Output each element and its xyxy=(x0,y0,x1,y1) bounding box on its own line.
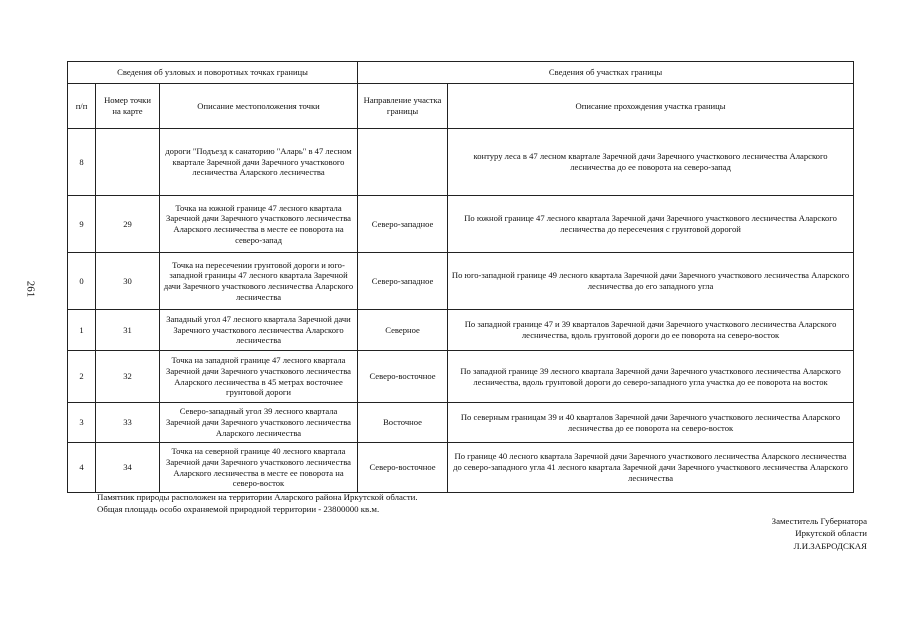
note-area: Общая площадь особо охраняемой природной территории - 23800000 кв.м. xyxy=(97,504,380,515)
row-segment-description: По северным границам 39 и 40 кварталов Заречной дачи Заречного участкового лесничества Аларского лесничества до ее поворота на северо-восток xyxy=(448,403,854,443)
row-point-number: 33 xyxy=(96,403,160,443)
signature-name: Л.И.ЗАБРОДСКАЯ xyxy=(793,540,867,551)
table-row xyxy=(68,129,854,196)
row-pp: 3 xyxy=(68,403,96,443)
note-location: Памятник природы расположен на территории Аларского района Иркутской области. xyxy=(97,492,418,502)
header-point-number: Номер точки на карте xyxy=(96,84,160,129)
row-segment-description: По южной границе 47 лесного квартала Заречной дачи Заречного участкового лесничества Аларского лесничества до пересечения с грунтовой дорогой xyxy=(448,196,854,253)
row-point-description: Точка на западной границе 47 лесного квартала Заречной дачи Заречного участкового лесничества Аларского лесничества в 45 метрах восточнее грунтовой дороги xyxy=(160,351,358,403)
group-header-row xyxy=(68,62,854,84)
header-direction: Направление участка границы xyxy=(358,84,448,129)
table-row xyxy=(68,351,854,403)
row-point-description: Северо-западный угол 39 лесного квартала Заречной дачи Заречного участкового лесничества Аларского лесничества xyxy=(160,403,358,443)
row-direction: Северо-восточное xyxy=(358,351,448,403)
row-point-number: 32 xyxy=(96,351,160,403)
row-direction: Северо-восточное xyxy=(358,443,448,493)
row-point-number: 34 xyxy=(96,443,160,493)
row-pp: 8 xyxy=(68,129,96,196)
header-point-description: Описание местоположения точки xyxy=(160,84,358,129)
row-pp: 9 xyxy=(68,196,96,253)
signature-region: Иркутской области xyxy=(795,528,867,539)
row-direction: Северо-западное xyxy=(358,253,448,310)
row-point-number xyxy=(96,129,160,196)
signature-title: Заместитель Губернатора xyxy=(771,516,867,526)
row-direction: Северо-западное xyxy=(358,196,448,253)
row-segment-description: По юго-западной границе 49 лесного квартала Заречной дачи Заречного участкового лесничества Аларского лесничества до его западного угла xyxy=(448,253,854,310)
row-pp: 2 xyxy=(68,351,96,403)
signature-block xyxy=(772,515,867,552)
row-segment-description: контуру леса в 47 лесном квартале Заречной дачи Заречного участкового лесничества Аларского лесничества до ее поворота на северо-запад xyxy=(448,129,854,196)
table-row xyxy=(68,443,854,493)
header-pp: п/п xyxy=(68,84,96,129)
row-direction xyxy=(358,129,448,196)
document-notes xyxy=(97,491,418,516)
table-row xyxy=(68,196,854,253)
row-segment-description: По западной границе 39 лесного квартала Заречной дачи Заречного участкового лесничества Аларского лесничества, вдоль грунтовой дороги до северо-западного угла участка до ее поворота на восток xyxy=(448,351,854,403)
row-point-number: 31 xyxy=(96,310,160,351)
row-point-description: Западный угол 47 лесного квартала Заречной дачи Заречного участкового лесничества Аларского лесничества xyxy=(160,310,358,351)
row-direction: Восточное xyxy=(358,403,448,443)
table-row xyxy=(68,310,854,351)
row-point-description: Точка на южной границе 47 лесного квартала Заречной дачи Заречного участкового лесничества Аларского лесничества в месте ее поворота на северо-запад xyxy=(160,196,358,253)
row-point-description: дороги "Подъезд к санаторию "Аларь" в 47 лесном квартале Заречной дачи Заречного участкового лесничества Аларского лесничества xyxy=(160,129,358,196)
row-segment-description: По границе 40 лесного квартала Заречной дачи Заречного участкового лесничества Аларского лесничества до северо-западного угла 41 лесного квартала Заречной дачи Заречного участкового лесничества Аларского лесничества xyxy=(448,443,854,493)
row-point-number: 30 xyxy=(96,253,160,310)
row-point-number: 29 xyxy=(96,196,160,253)
group-header-segments: Сведения об участках границы xyxy=(358,62,854,84)
row-pp: 4 xyxy=(68,443,96,493)
table-row xyxy=(68,403,854,443)
column-header-row xyxy=(68,84,854,129)
boundary-table xyxy=(67,61,854,493)
row-segment-description: По западной границе 47 и 39 кварталов Заречной дачи Заречного участкового лесничества Аларского лесничества, вдоль грунтовой дороги до ее поворота на северо-восток xyxy=(448,310,854,351)
header-segment-description: Описание прохождения участка границы xyxy=(448,84,854,129)
row-point-description: Точка на северной границе 40 лесного квартала Заречной дачи Заречного участкового лесничества Аларского лесничества в месте ее поворота на северо-восток xyxy=(160,443,358,493)
row-pp: 0 xyxy=(68,253,96,310)
page-number: 261 xyxy=(24,280,37,298)
row-pp: 1 xyxy=(68,310,96,351)
group-header-nodes: Сведения об узловых и поворотных точках границы xyxy=(68,62,358,84)
row-direction: Северное xyxy=(358,310,448,351)
table-row xyxy=(68,253,854,310)
row-point-description: Точка на пересечении грунтовой дороги и юго-западной границы 47 лесного квартала Заречной дачи Заречного участкового лесничества Аларского лесничества xyxy=(160,253,358,310)
